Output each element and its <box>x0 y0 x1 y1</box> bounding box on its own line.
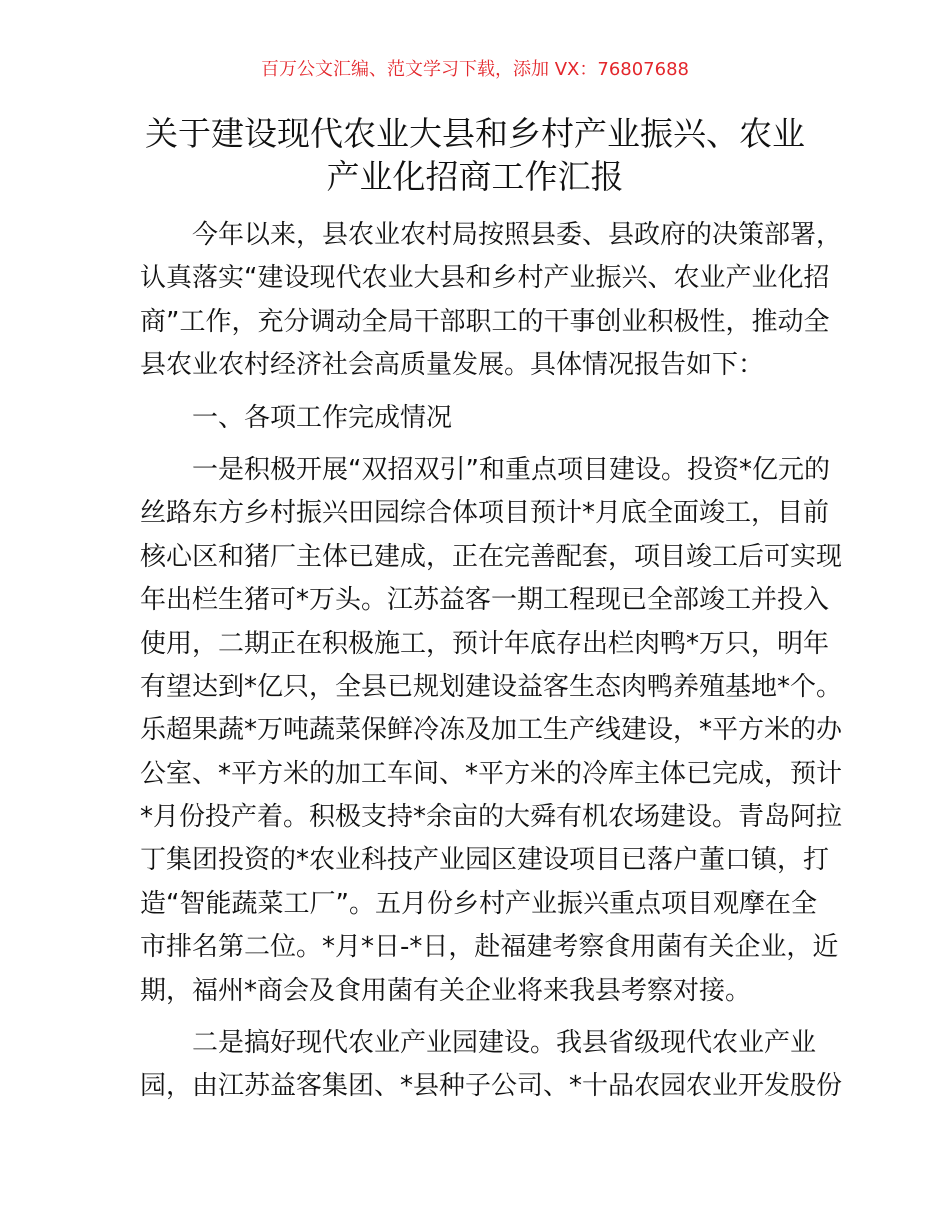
section-heading <box>140 397 812 440</box>
document-body <box>140 214 843 1118</box>
text-line: 乐超果蔬*万吨蔬菜保鲜冷冻及加工生产线建设，*平方米的办 <box>140 715 843 746</box>
text-line: 认真落实“建设现代农业大县和乡村产业振兴、农业产业化招 <box>140 263 830 294</box>
text-line: 园，由江苏益客集团、*县种子公司、*十品农园农业开发股份 <box>140 1071 843 1102</box>
title-line: 关于建设现代农业大县和乡村产业振兴、农业 <box>145 114 805 153</box>
text-line: 期，福州*商会及食用菌有关企业将来我县考察对接。 <box>140 975 752 1006</box>
text-line: *月份投产着。积极支持*余亩的大舜有机农场建设。青岛阿拉 <box>140 802 843 833</box>
text-line: 一是积极开展“双招双引”和重点项目建设。投资*亿元的 <box>192 454 830 485</box>
title-line: 产业化招商工作汇报 <box>326 157 624 196</box>
document-title <box>0 112 950 198</box>
text-line: 公室、*平方米的加工车间、*平方米的冷库主体已完成，预计 <box>140 758 843 789</box>
text-line: 核心区和猪厂主体已建成，正在完善配套，项目竣工后可实现 <box>140 541 843 572</box>
text-line: 丁集团投资的*农业科技产业园区建设项目已落户董口镇，打 <box>140 845 830 876</box>
watermark-header: 百万公文汇编、范文学习下载，添加 VX：76807688 <box>261 59 689 80</box>
paragraph <box>140 1022 843 1109</box>
paragraph <box>140 449 843 1013</box>
text-line: 今年以来，县农业农村局按照县委、县政府的决策部署， <box>192 220 843 250</box>
text-line: 商”工作，充分调动全局干部职工的干事创业积极性，推动全 <box>140 306 830 337</box>
text-line: 市排名第二位。*月*日-*日，赴福建考察食用菌有关企业，近 <box>140 932 839 963</box>
text-line: 使用，二期正在积极施工，预计年底存出栏肉鸭*万只，明年 <box>140 628 830 659</box>
paragraph <box>140 214 843 388</box>
text-line: 年出栏生猪可*万头。江苏益客一期工程现已全部竣工并投入 <box>140 585 830 616</box>
text-line: 一、各项工作完成情况 <box>192 402 453 433</box>
text-line: 县农业农村经济社会高质量发展。具体情况报告如下： <box>140 350 765 381</box>
text-line: 二是搞好现代农业产业园建设。我县省级现代农业产业 <box>192 1028 817 1059</box>
text-line: 造“智能蔬菜工厂”。五月份乡村产业振兴重点项目观摩在全 <box>140 888 817 919</box>
text-line: 丝路东方乡村振兴田园综合体项目预计*月底全面竣工，目前 <box>140 498 830 529</box>
text-line: 有望达到*亿只，全县已规划建设益客生态肉鸭养殖基地*个。 <box>140 671 843 702</box>
